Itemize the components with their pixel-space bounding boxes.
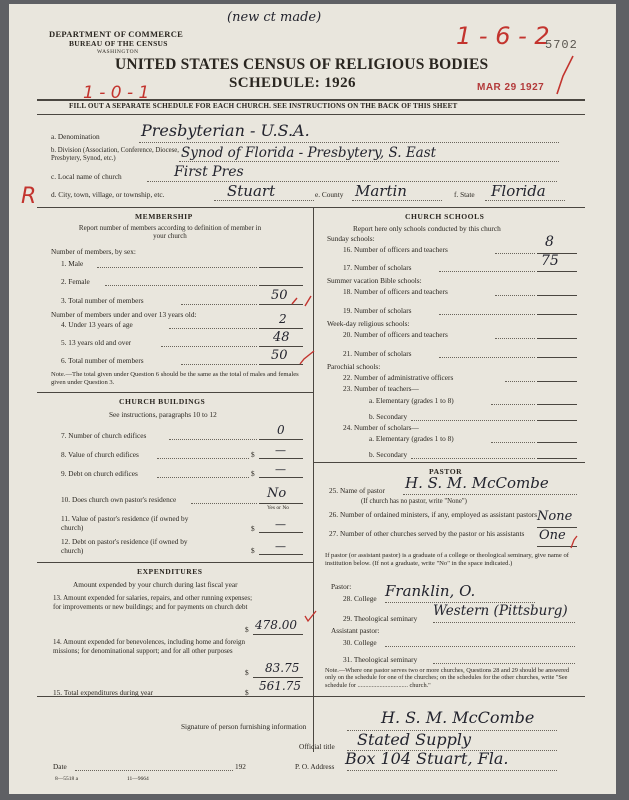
census-form bbox=[9, 4, 616, 794]
department-name: DEPARTMENT OF COMMERCE bbox=[49, 29, 184, 39]
q28-value: Franklin, O. bbox=[385, 582, 476, 600]
local-name-label: c. Local name of church bbox=[51, 172, 122, 181]
q8-label: 8. Value of church edifices bbox=[61, 450, 139, 459]
check-mark-icon bbox=[305, 611, 316, 621]
state-value: Florida bbox=[491, 182, 546, 200]
pastor-heading: PASTOR bbox=[429, 467, 463, 476]
county-label: e. County bbox=[315, 190, 344, 199]
q12-dollar: $ bbox=[251, 546, 255, 555]
q17-value: 75 bbox=[541, 253, 559, 269]
q9-label: 9. Debt on church edifices bbox=[61, 469, 138, 478]
weekday-label: Week-day religious schools: bbox=[327, 319, 410, 328]
schedule-title: SCHEDULE: 1926 bbox=[229, 75, 356, 91]
q8-value: — bbox=[275, 444, 286, 457]
q18-label: 18. Number of officers and teachers bbox=[343, 287, 448, 296]
schools-intro: Report here only schools conducted by this church bbox=[353, 224, 501, 233]
q12-value: — bbox=[275, 540, 286, 553]
bureau-name: BUREAU OF THE CENSUS bbox=[69, 39, 168, 48]
q5-label: 5. 13 years old and over bbox=[61, 338, 132, 347]
check-mark-icon bbox=[292, 296, 311, 306]
serial-number: 5702 bbox=[545, 38, 578, 52]
q17-label: 17. Number of scholars bbox=[343, 263, 412, 272]
members-by-sex-label: Number of members, by sex: bbox=[51, 247, 136, 256]
official-title-value: Stated Supply bbox=[357, 730, 472, 749]
q11-value: — bbox=[275, 518, 286, 531]
left-code: 1 - 0 - 1 bbox=[83, 83, 150, 103]
membership-heading: MEMBERSHIP bbox=[135, 212, 193, 221]
local-name-value: First Pres bbox=[174, 164, 244, 180]
q23-label: 23. Number of teachers— bbox=[343, 384, 419, 393]
q21-label: 21. Number of scholars bbox=[343, 349, 412, 358]
q1-label: 1. Male bbox=[61, 259, 84, 268]
print-code: 11—9664 bbox=[127, 776, 149, 782]
q4-label: 4. Under 13 years of age bbox=[61, 320, 133, 329]
q14-dollar: $ bbox=[245, 668, 249, 677]
q26-value: None bbox=[537, 509, 573, 524]
expenditures-heading: EXPENDITURES bbox=[137, 567, 203, 576]
bureau-city: WASHINGTON bbox=[97, 49, 139, 55]
q14-value: 83.75 bbox=[265, 661, 300, 675]
q25-value: H. S. M. McCombe bbox=[405, 474, 549, 492]
graduate-note: If pastor (or assistant pastor) is a graduate of a college or theological seminary, give name of institution below. (If not a graduate, write "No" in the space indicated.) bbox=[325, 552, 570, 567]
q16-label: 16. Number of officers and teachers bbox=[343, 245, 448, 254]
q25-label: 25. Name of pastor bbox=[329, 486, 385, 495]
q10-hint: Yes or No bbox=[267, 505, 290, 511]
denomination-value: Presbyterian - U.S.A. bbox=[141, 121, 310, 140]
q27-label: 27. Number of other churches served by the pastor or his assistants bbox=[329, 529, 525, 538]
q7-label: 7. Number of church edifices bbox=[61, 431, 147, 440]
q15-value: 561.75 bbox=[259, 679, 301, 693]
city-value: Stuart bbox=[227, 182, 276, 200]
schools-heading: CHURCH SCHOOLS bbox=[405, 212, 485, 221]
q23b-label: b. Secondary bbox=[369, 412, 408, 421]
q3-label: 3. Total number of members bbox=[61, 296, 144, 305]
buildings-intro: See instructions, paragraphs 10 to 12 bbox=[109, 410, 217, 419]
form-title: UNITED STATES CENSUS OF RELIGIOUS BODIES bbox=[115, 56, 489, 73]
q6-value: 50 bbox=[271, 348, 288, 363]
q6-label: 6. Total number of members bbox=[61, 356, 144, 365]
q26-label: 26. Number of ordained ministers, if any, employed as assistant pastors bbox=[329, 510, 538, 519]
buildings-heading: CHURCH BUILDINGS bbox=[119, 397, 206, 406]
q9-dollar: $ bbox=[251, 469, 255, 478]
q10-label: 10. Does church own pastor's residence bbox=[61, 495, 177, 504]
county-value: Martin bbox=[355, 182, 407, 200]
q24-label: 24. Number of scholars— bbox=[343, 423, 419, 432]
q25-hint: (If church has no pastor, write "None") bbox=[361, 498, 467, 505]
division-label: b. Division (Association, Conference, Diocese, Presbytery, Synod, etc.) bbox=[51, 147, 179, 162]
q9-value: — bbox=[275, 463, 286, 476]
q8-dollar: $ bbox=[251, 450, 255, 459]
form-code: 8—5518 a bbox=[55, 776, 79, 782]
q16-value: 8 bbox=[545, 234, 554, 250]
date-received-stamp: MAR 29 1927 bbox=[477, 82, 545, 93]
official-title-label: Official title bbox=[299, 742, 335, 751]
q31-label: 31. Theological seminary bbox=[343, 655, 418, 664]
q7-value: 0 bbox=[277, 423, 285, 437]
q13-value: 478.00 bbox=[255, 618, 297, 632]
pastor-label: Pastor: bbox=[331, 582, 352, 591]
check-mark-icon bbox=[300, 351, 314, 364]
q28-label: 28. College bbox=[343, 594, 377, 603]
po-address-value: Box 104 Stuart, Fla. bbox=[345, 749, 509, 768]
signature-label: Signature of person furnishing information bbox=[181, 722, 307, 731]
date-label: Date bbox=[53, 762, 67, 771]
sunday-label: Sunday schools: bbox=[327, 234, 375, 243]
q22-label: 22. Number of administrative officers bbox=[343, 373, 454, 382]
q13-dollar: $ bbox=[245, 625, 249, 634]
membership-note: Note.—The total given under Question 6 should be the same as the total of males and females given under Question 3. bbox=[51, 371, 299, 386]
membership-intro: Report number of members according to definition of member in your church bbox=[78, 224, 262, 240]
q12-label: 12. Debt on pastor's residence (if owned by church) bbox=[61, 537, 188, 555]
assistant-label: Assistant pastor: bbox=[331, 626, 380, 635]
check-mark-icon bbox=[557, 56, 573, 94]
state-label: f. State bbox=[454, 190, 475, 199]
signature-value: H. S. M. McCombe bbox=[381, 708, 535, 727]
q3-value: 50 bbox=[271, 288, 288, 303]
check-mark-icon bbox=[571, 536, 577, 548]
q10-value: No bbox=[267, 486, 287, 501]
expenditures-intro: Amount expended by your church during last fiscal year bbox=[73, 580, 238, 589]
q20-label: 20. Number of officers and teachers bbox=[343, 330, 448, 339]
q30-label: 30. College bbox=[343, 638, 377, 647]
q29-value: Western (Pittsburg) bbox=[433, 603, 568, 619]
q29-label: 29. Theological seminary bbox=[343, 614, 418, 623]
q24a-label: a. Elementary (grades 1 to 8) bbox=[369, 434, 454, 443]
q11-dollar: $ bbox=[251, 524, 255, 533]
q15-label: 15. Total expenditures during year bbox=[53, 688, 154, 697]
age-label: Number of members under and over 13 years old: bbox=[51, 310, 197, 319]
po-address-label: P. O. Address bbox=[295, 762, 335, 771]
q15-dollar: $ bbox=[245, 688, 249, 697]
summer-label: Summer vacation Bible schools: bbox=[327, 276, 422, 285]
denomination-label: a. Denomination bbox=[51, 132, 100, 141]
year-suffix: 192 bbox=[235, 762, 246, 771]
q23a-label: a. Elementary (grades 1 to 8) bbox=[369, 396, 454, 405]
check-mark-overlay bbox=[9, 4, 616, 794]
parochial-label: Parochial schools: bbox=[327, 362, 381, 371]
q4-value: 2 bbox=[279, 312, 287, 326]
q11-label: 11. Value of pastor's residence (if owned by church) bbox=[61, 514, 189, 532]
q2-label: 2. Female bbox=[61, 277, 90, 286]
instruction-strip: FILL OUT A SEPARATE SCHEDULE FOR EACH CHURCH. SEE INSTRUCTIONS ON THE BACK OF THIS SHEET bbox=[69, 102, 458, 110]
q5-value: 48 bbox=[273, 330, 290, 345]
q27-value: One bbox=[539, 528, 566, 543]
left-mark: R bbox=[21, 184, 37, 209]
division-value: Synod of Florida - Presbytery, S. East bbox=[181, 145, 437, 161]
pastor-note: Note.—Where one pastor serves two or more churches, Questions 28 and 29 should be answered only on the schedule for one of the churches; on the schedules for the other churches, write "See schedule for ................................ church." bbox=[325, 667, 570, 689]
q14-label: 14. Amount expended for benevolences, including home and foreign missions; for denominational support; and for all other purposes bbox=[53, 638, 246, 655]
q24b-label: b. Secondary bbox=[369, 450, 408, 459]
q19-label: 19. Number of scholars bbox=[343, 306, 412, 315]
top-right-code: 1 - 6 - 2 bbox=[456, 22, 550, 50]
q13-label: 13. Amount expended for salaries, repairs, and other running expenses; for improvements or new buildings; and for payments on church debt bbox=[53, 594, 253, 611]
city-label: d. City, town, village, or township, etc. bbox=[51, 190, 165, 199]
top-note: (new ct made) bbox=[227, 10, 322, 25]
